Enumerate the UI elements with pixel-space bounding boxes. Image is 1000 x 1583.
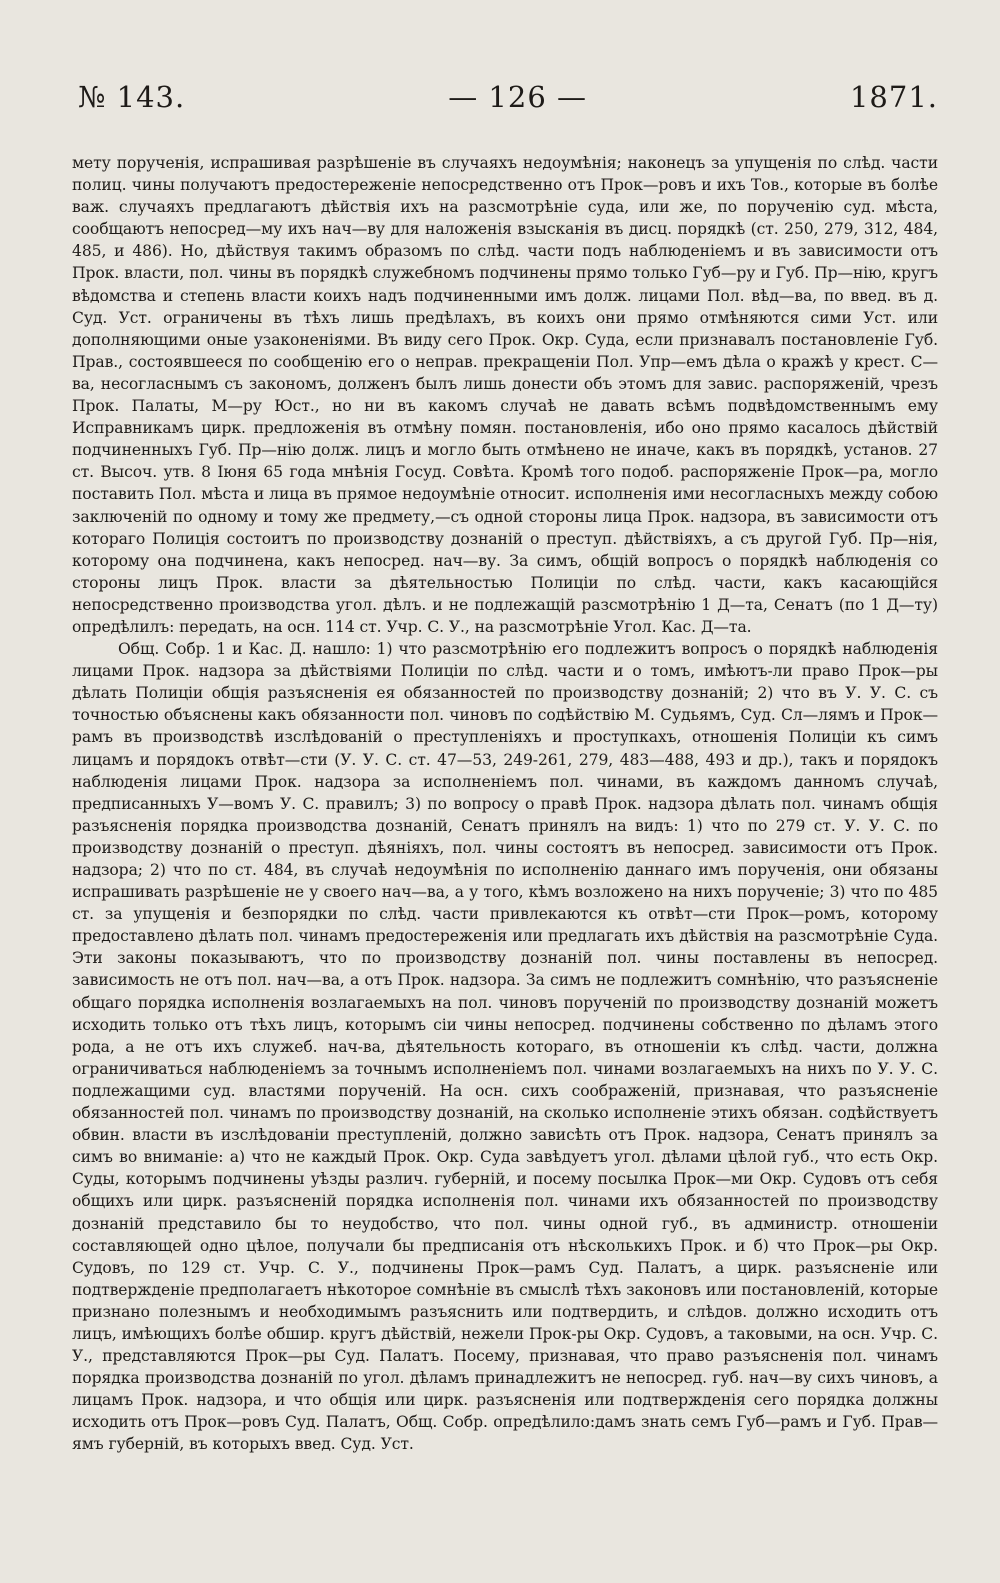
- paragraph: мету порученія, испрашивая разрѣшеніе въ случаяхъ недоумѣнія; наконецъ за упущенія по слѣд. части полиц. чины получаютъ предостереженіе непосредственно отъ Прок—ровъ и ихъ Тов., которые въ болѣе важ. случаяхъ предлагаютъ дѣйствія ихъ на разсмотрѣніе суда, или же, по порученію суд. мѣста, сообщаютъ непосред—му ихъ нач—ву для наложенія взысканія въ дисц. порядкѣ (ст. 250, 279, 312, 484, 485, и 486). Но, дѣйствуя такимъ образомъ по слѣд. части подъ наблюденіемъ и въ зависимости отъ Прок. власти, пол. чины въ порядкѣ служебномъ подчинены прямо только Губ—ру и Губ. Пр—нію, кругъ вѣдомства и степень власти коихъ надъ подчиненными имъ долж. лицами Пол. вѣд—ва, по введ. въ д. Суд. Уст. ограничены въ тѣхъ лишь предѣлахъ, въ коихъ они прямо отмѣняются сими Уст. или дополняющими оные узаконеніями. Въ виду сего Прок. Окр. Суда, если признавалъ постановленіе Губ. Прав., состоявшееся по сообщенію его о неправ. прекращеніи Пол. Упр—емъ дѣла о кражѣ у крест. С—ва, несогласнымъ съ закономъ, долженъ былъ лишь донести объ этомъ для завис. распоряженій, чрезъ Прок. Палаты, М—ру Юст., но ни въ какомъ случаѣ не давать всѣмъ подвѣдомственнымъ ему Исправникамъ цирк. предложенія въ отмѣну помян. постановленія, ибо оно прямо касалось дѣйствій подчиненныхъ Губ. Пр—нію долж. лицъ и могло быть отмѣнено не иначе, какъ въ порядкѣ, установ. 27 ст. Высоч. утв. 8 Іюня 65 года мнѣнія Госуд. Совѣта. Кромѣ того подоб. распоряженіе Прок—ра, могло поставить Пол. мѣста и лица въ прямое недоумѣніе относит. исполненія ими несогласныхъ между собою заключеній по одному и тому же предмету,—съ одной стороны лица Прок. надзора, въ зависимости отъ котораго Полиція состоитъ по производству дознаній о преступ. дѣйствіяхъ, а съ другой Губ. Пр—нія, которому она подчинена, какъ непосред. нач—ву. За симъ, общій вопросъ о порядкѣ наблюденія со стороны лицъ Прок. власти за дѣятельностью Полиціи по слѣд. части, какъ касающійся непосредственно производства угол. дѣлъ. и не подлежащій разсмотрѣнію 1 Д—та, Сенатъ (по 1 Д—ту) опредѣлилъ: передать, на осн. 114 ст. Учр. С. У., на разсмотрѣніе Угол. Кас. Д—та.: [72, 154, 938, 636]
- issue-number: № 143.: [78, 80, 186, 114]
- page-header: [72, 80, 938, 114]
- year: 1871.: [849, 80, 938, 114]
- page-number: — 126 —: [448, 80, 587, 114]
- body-text: [72, 152, 938, 1456]
- paragraph: Общ. Собр. 1 и Кас. Д. нашло: 1) что разсмотрѣнію его подлежитъ вопросъ о порядкѣ наблюденія лицами Прок. надзора за дѣйствіями Полиціи по слѣд. части и о томъ, имѣютъ-ли право Прок—ры дѣлать Полиціи общія разъясненія ея обязанностей по производству дознаній; 2) что въ У. У. С. съ точностью объяснены какъ обязанности пол. чиновъ по содѣйствію М. Судьямъ, Суд. Сл—лямъ и Прок—рамъ въ производствѣ изслѣдованій о преступленіяхъ и проступкахъ, отношенія Полиціи къ симъ лицамъ и порядокъ отвѣт—сти (У. У. С. ст. 47—53, 249-261, 279, 483—488, 493 и др.), такъ и порядокъ наблюденія лицами Прок. надзора за исполненіемъ пол. чинами, въ каждомъ данномъ случаѣ, предписанныхъ У—вомъ У. С. правилъ; 3) по вопросу о правѣ Прок. надзора дѣлать пол. чинамъ общія разъясненія порядка производства дознаній, Сенатъ принялъ на видъ: 1) что по 279 ст. У. У. С. по производству дознаній о преступ. дѣяніяхъ, пол. чины состоятъ въ непосред. зависимости отъ Прок. надзора; 2) что по ст. 484, въ случаѣ недоумѣнія по исполненію даннаго имъ порученія, они обязаны испрашивать разрѣшеніе не у своего нач—ва, а у того, кѣмъ возложено на нихъ порученіе; 3) что по 485 ст. за упущенія и безпорядки по слѣд. части привлекаются къ отвѣт—сти Прок—ромъ, которому предоставлено дѣлать пол. чинамъ предостереженія или предлагать ихъ дѣйствія на разсмотрѣніе Суда. Эти законы показываютъ, что по производству дознаній пол. чины поставлены въ непосред. зависимость не отъ пол. нач—ва, а отъ Прок. надзора. За симъ не подлежитъ сомнѣнію, что разъясненіе общаго порядка исполненія возлагаемыхъ на пол. чиновъ порученій по производству дознаній можетъ исходить только отъ тѣхъ лицъ, которымъ сіи чины непосред. подчинены собственно по дѣламъ этого рода, а не отъ ихъ служеб. нач-ва, дѣятельность котораго, въ отношеніи къ слѣд. части, должна ограничиваться наблюденіемъ за точнымъ исполненіемъ пол. чинами возлагаемыхъ на нихъ по У. У. С. подлежащими суд. властями порученій. На осн. сихъ соображеній, признавая, что разъясненіе обязанностей пол. чинамъ по производству дознаній, на сколько исполненіе этихъ обязан. содѣйствуетъ обвин. власти въ изслѣдованіи преступленій, должно зависѣть отъ Прок. надзора, Сенатъ принялъ за симъ во вниманіе: а) что не каждый Прок. Окр. Суда завѣдуетъ угол. дѣлами цѣлой губ., что есть Окр. Суды, которымъ подчинены уѣзды различ. губерній, и посему посылка Прок—ми Окр. Судовъ отъ себя общихъ или цирк. разъясненій порядка исполненія пол. чинами ихъ обязанностей по производству дознаній представило бы то неудобство, что пол. чины одной губ., въ администр. отношеніи составляющей одно цѣлое, получали бы предписанія отъ нѣсколькихъ Прок. и б) что Прок—ры Окр. Судовъ, по 129 ст. Учр. С. У., подчинены Прок—рамъ Суд. Палатъ, а цирк. разъясненіе или подтвержденіе предполагаетъ нѣкоторое сомнѣніе въ смыслѣ тѣхъ законовъ или постановленій, которые признано полезнымъ и необходимымъ разъяснить или подтвердить, и слѣдов. должно исходить отъ лицъ, имѣющихъ болѣе обшир. кругъ дѣйствій, нежели Прок-ры Окр. Судовъ, а таковыми, на осн. Учр. С. У., представляются Прок—ры Суд. Палатъ. Посему, признавая, что право разъясненія пол. чинамъ порядка производства дознаній по угол. дѣламъ принадлежитъ не непосред. губ. нач—ву сихъ чиновъ, а лицамъ Прок. надзора, и что общія или цирк. разъясненія или подтвержденія сего порядка должны исходить отъ Прок—ровъ Суд. Палатъ, Общ. Собр. опредѣлило:дамъ знать семъ Губ—рамъ и Губ. Прав—ямъ губерній, въ которыхъ введ. Суд. Уст.: [72, 640, 938, 1454]
